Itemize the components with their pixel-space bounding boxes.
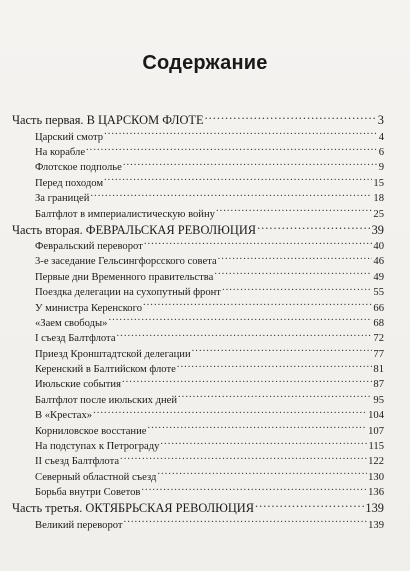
- dot-leader: [216, 206, 372, 217]
- toc-part-heading: [12, 500, 384, 517]
- toc-page-number: 139: [368, 519, 384, 531]
- toc-entry: [12, 144, 384, 159]
- dot-leader: [144, 238, 373, 249]
- toc-part-label: Часть первая. В ЦАРСКОМ ФЛОТЕ: [12, 113, 204, 128]
- dot-leader: [143, 300, 372, 311]
- toc-entry-label: Первые дни Временного правительства: [35, 271, 214, 283]
- dot-leader: [222, 285, 372, 296]
- dot-leader: [160, 438, 367, 449]
- toc-entry: [12, 408, 384, 423]
- toc-page-number: 87: [373, 379, 384, 391]
- toc-entry-label: Июльские события: [35, 379, 121, 391]
- toc-page-number: 4: [378, 131, 384, 143]
- toc-page-number: 68: [373, 317, 384, 329]
- toc-entry: [12, 175, 384, 190]
- toc-entry-label: Северный областной съезд: [35, 471, 157, 483]
- toc-page-number: 139: [365, 501, 384, 516]
- toc-part-heading: [12, 112, 384, 129]
- toc-entry-label: Великий переворот: [35, 519, 123, 531]
- toc-entry-label: Февральский переворот: [35, 240, 143, 252]
- dot-leader: [147, 423, 367, 434]
- toc-part-label: Часть третья. ОКТЯБРЬСКАЯ РЕВОЛЮЦИЯ: [12, 501, 255, 516]
- toc-entry-label: Керенский в Балтийском флоте: [35, 364, 176, 376]
- toc-entry-label: I съезд Балтфлота: [35, 333, 116, 345]
- dot-leader: [122, 377, 372, 388]
- toc-entry: [12, 254, 384, 269]
- page-title: Содержание: [142, 52, 268, 74]
- dot-leader: [104, 175, 372, 186]
- toc-entry-label: «Заем свободы»: [35, 317, 108, 329]
- toc-entry-label: Борьба внутри Советов: [35, 487, 141, 499]
- toc-page-number: 104: [368, 410, 384, 422]
- toc-entry-label: На подступах к Петрограду: [35, 441, 160, 453]
- toc-entry: [12, 191, 384, 206]
- toc-entry-label: На корабле: [35, 146, 86, 158]
- dot-leader: [214, 269, 372, 280]
- toc-page-number: 66: [373, 302, 384, 314]
- toc-entry-label: За границей: [35, 193, 90, 205]
- toc-page-number: 130: [368, 471, 384, 483]
- toc-page-number: 81: [373, 364, 384, 376]
- toc-entry: [12, 438, 384, 453]
- dot-leader: [157, 469, 367, 480]
- dot-leader: [124, 517, 368, 528]
- toc-entry: [12, 423, 384, 438]
- toc-entry: [12, 454, 384, 469]
- toc-entry: [12, 206, 384, 221]
- dot-leader: [123, 160, 378, 171]
- dot-leader: [86, 144, 378, 155]
- toc-entry: [12, 315, 384, 330]
- toc-entry-label: Флотское подполье: [35, 162, 122, 174]
- toc-entry-label: В «Крестах»: [35, 410, 93, 422]
- toc-page-number: 49: [373, 271, 384, 283]
- toc-entry: [12, 346, 384, 361]
- toc-entry: [12, 331, 384, 346]
- dot-leader: [177, 361, 373, 372]
- toc-entry-label: У министра Керенского: [35, 302, 142, 314]
- toc-entry-label: Приезд Кронштадтской делегации: [35, 348, 191, 360]
- toc-page-number: 95: [373, 394, 384, 406]
- toc-page-number: 3: [377, 113, 384, 128]
- toc-part-label: Часть вторая. ФЕВРАЛЬСКАЯ РЕВОЛЮЦИЯ: [12, 222, 257, 237]
- table-of-contents: [12, 112, 384, 532]
- dot-leader: [108, 315, 372, 326]
- toc-page-number: 107: [368, 425, 384, 437]
- dot-leader: [104, 129, 378, 140]
- toc-page-number: 55: [373, 287, 384, 299]
- toc-page-number: 136: [368, 487, 384, 499]
- toc-page-number: 40: [373, 240, 384, 252]
- dot-leader: [257, 221, 371, 233]
- toc-entry: [12, 269, 384, 284]
- toc-entry: [12, 517, 384, 532]
- toc-entry-label: Перед походом: [35, 177, 104, 189]
- toc-entry: [12, 160, 384, 175]
- toc-entry: [12, 361, 384, 376]
- dot-leader: [255, 500, 364, 512]
- dot-leader: [93, 408, 367, 419]
- toc-entry-label: 3-е заседание Гельсингфорсского совета: [35, 256, 217, 268]
- dot-leader: [205, 112, 377, 124]
- dot-leader: [117, 331, 373, 342]
- toc-page-number: 6: [378, 146, 384, 158]
- toc-entry: [12, 469, 384, 484]
- dot-leader: [218, 254, 373, 265]
- dot-leader: [192, 346, 373, 357]
- toc-page-number: 72: [373, 333, 384, 345]
- toc-page-number: 122: [368, 456, 384, 468]
- toc-entry: [12, 392, 384, 407]
- toc-entry-label: Поездка делегации на сухопутный фронт: [35, 287, 221, 299]
- toc-part-heading: [12, 221, 384, 238]
- toc-entry: [12, 129, 384, 144]
- toc-entry: [12, 377, 384, 392]
- toc-entry-label: Царский смотр: [35, 131, 104, 143]
- toc-page-number: 25: [373, 208, 384, 220]
- toc-entry-label: Корниловское восстание: [35, 425, 147, 437]
- toc-page-number: 15: [373, 177, 384, 189]
- toc-page-number: 77: [373, 348, 384, 360]
- toc-entry: [12, 300, 384, 315]
- toc-entry: [12, 485, 384, 500]
- toc-part: [12, 500, 384, 532]
- toc-page-number: 46: [373, 256, 384, 268]
- toc-entry-label: Балтфлот в империалистическую войну: [35, 208, 215, 220]
- toc-entry: [12, 285, 384, 300]
- toc-entry-label: II съезд Балтфлота: [35, 456, 120, 468]
- dot-leader: [120, 454, 367, 465]
- toc-page-number: 18: [373, 193, 384, 205]
- dot-leader: [178, 392, 372, 403]
- dot-leader: [141, 485, 367, 496]
- toc-part: [12, 221, 384, 500]
- toc-entry: [12, 238, 384, 253]
- toc-page-number: 39: [371, 222, 384, 237]
- toc-part: [12, 112, 384, 221]
- toc-entry-label: Балтфлот после июльских дней: [35, 394, 178, 406]
- toc-page-number: 9: [378, 162, 384, 174]
- toc-page-number: 115: [368, 441, 384, 453]
- dot-leader: [90, 191, 372, 202]
